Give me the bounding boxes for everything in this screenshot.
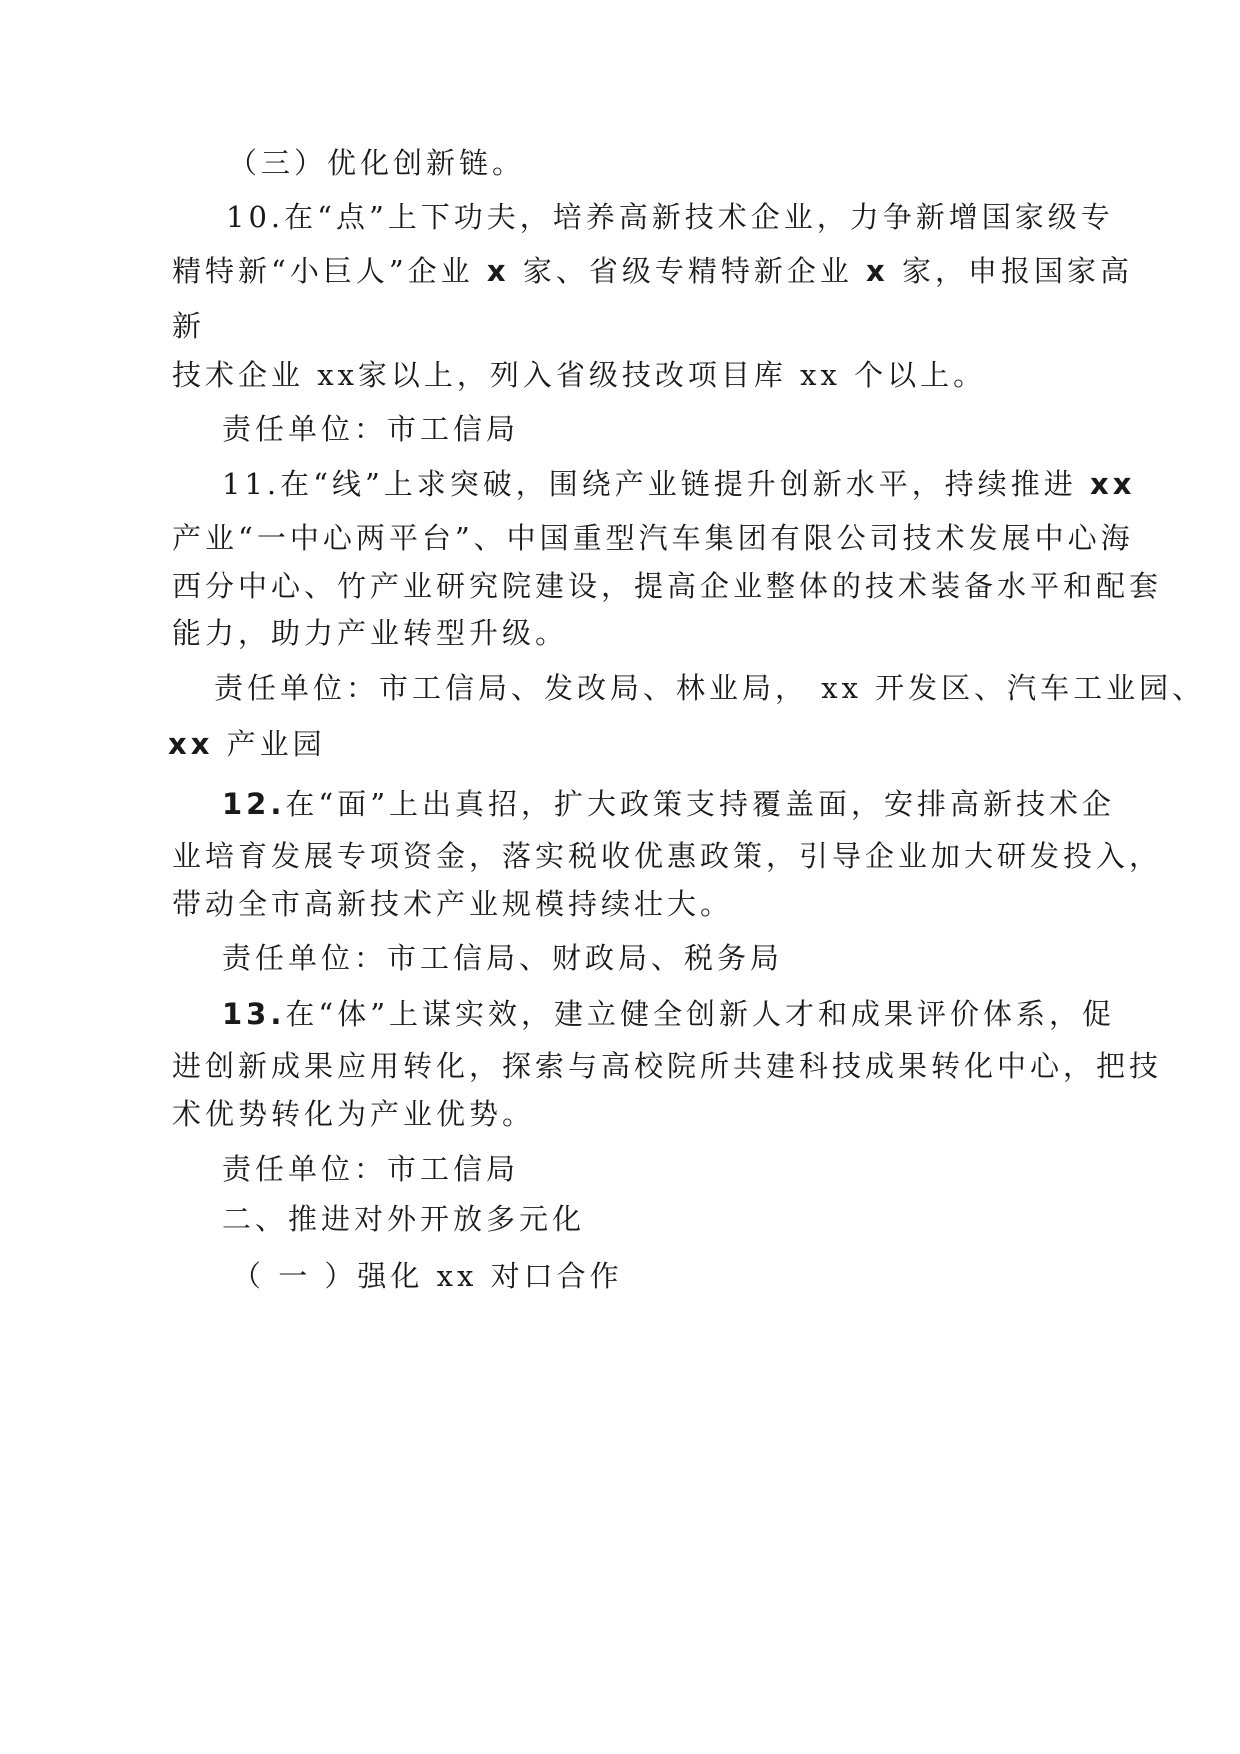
- item-10-line-4: 技术企业 xx家以上，列入省级技改项目库 xx 个以上。: [172, 358, 987, 392]
- item-12-line-2: 业培育发展专项资金，落实税收优惠政策，引导企业加大研发投入，: [172, 839, 1163, 873]
- item-text: 家，申报国家高: [901, 254, 1133, 288]
- item-10-line-2: [172, 251, 1133, 291]
- item-number: 12.: [222, 787, 286, 821]
- part-heading: 二、推进对外开放多元化: [222, 1202, 586, 1236]
- item-text: 精特新“小巨人”企业: [172, 254, 474, 288]
- item-text: 产业园: [226, 727, 326, 761]
- item-text: 在“点”上下功夫，培养高新技术企业，力争新增国家级专: [284, 200, 1114, 234]
- item-11-responsible-cont: [168, 724, 326, 764]
- item-number: 13.: [222, 997, 286, 1031]
- item-10-responsible: 责任单位：市工信局: [222, 412, 520, 446]
- item-text: 在“线”上求突破，围绕产业链提升创新水平，持续推进: [280, 467, 1077, 501]
- item-13-line-3: 术优势转化为产业优势。: [172, 1097, 536, 1131]
- part-subheading: （ 一 ）强化 xx 对口合作: [232, 1259, 623, 1293]
- item-number: 11.: [222, 467, 281, 501]
- item-12-line-1: [222, 784, 1115, 824]
- item-12-responsible: 责任单位：市工信局、财政局、税务局: [222, 941, 784, 975]
- item-placeholder: x: [486, 254, 510, 288]
- item-11-line-2: 产业“一中心两平台”、中国重型汽车集团有限公司技术发展中心海: [172, 521, 1134, 555]
- item-placeholder: xx: [168, 727, 214, 761]
- item-11-line-1: [222, 464, 1135, 504]
- item-13-line-2: 进创新成果应用转化，探索与高校院所共建科技成果转化中心，把技: [172, 1049, 1163, 1083]
- item-placeholder: xx: [1090, 467, 1136, 501]
- item-text: 在“面”上出真招，扩大政策支持覆盖面，安排高新技术企: [285, 787, 1116, 821]
- item-number: 10.: [226, 200, 285, 234]
- section-heading: （三）优化创新链。: [228, 146, 526, 180]
- item-11-line-3: 西分中心、竹产业研究院建设，提高企业整体的技术装备水平和配套: [172, 569, 1163, 603]
- item-10-line-3: 新: [172, 309, 206, 343]
- item-text: 在“体”上谋实效，建立健全创新人才和成果评价体系，促: [285, 997, 1116, 1031]
- item-12-line-3: 带动全市高新技术产业规模持续壮大。: [172, 887, 734, 921]
- item-13-responsible: 责任单位：市工信局: [222, 1152, 520, 1186]
- item-11-line-4: 能力，助力产业转型升级。: [172, 616, 569, 650]
- item-placeholder: x: [866, 254, 889, 288]
- item-10-line-1: [226, 197, 1114, 237]
- item-11-responsible: 责任单位：市工信局、发改局、林业局， xx 开发区、汽车工业园、: [214, 671, 1206, 705]
- item-13-line-1: [222, 994, 1115, 1034]
- item-text: 家、省级专精特新企业: [522, 254, 853, 288]
